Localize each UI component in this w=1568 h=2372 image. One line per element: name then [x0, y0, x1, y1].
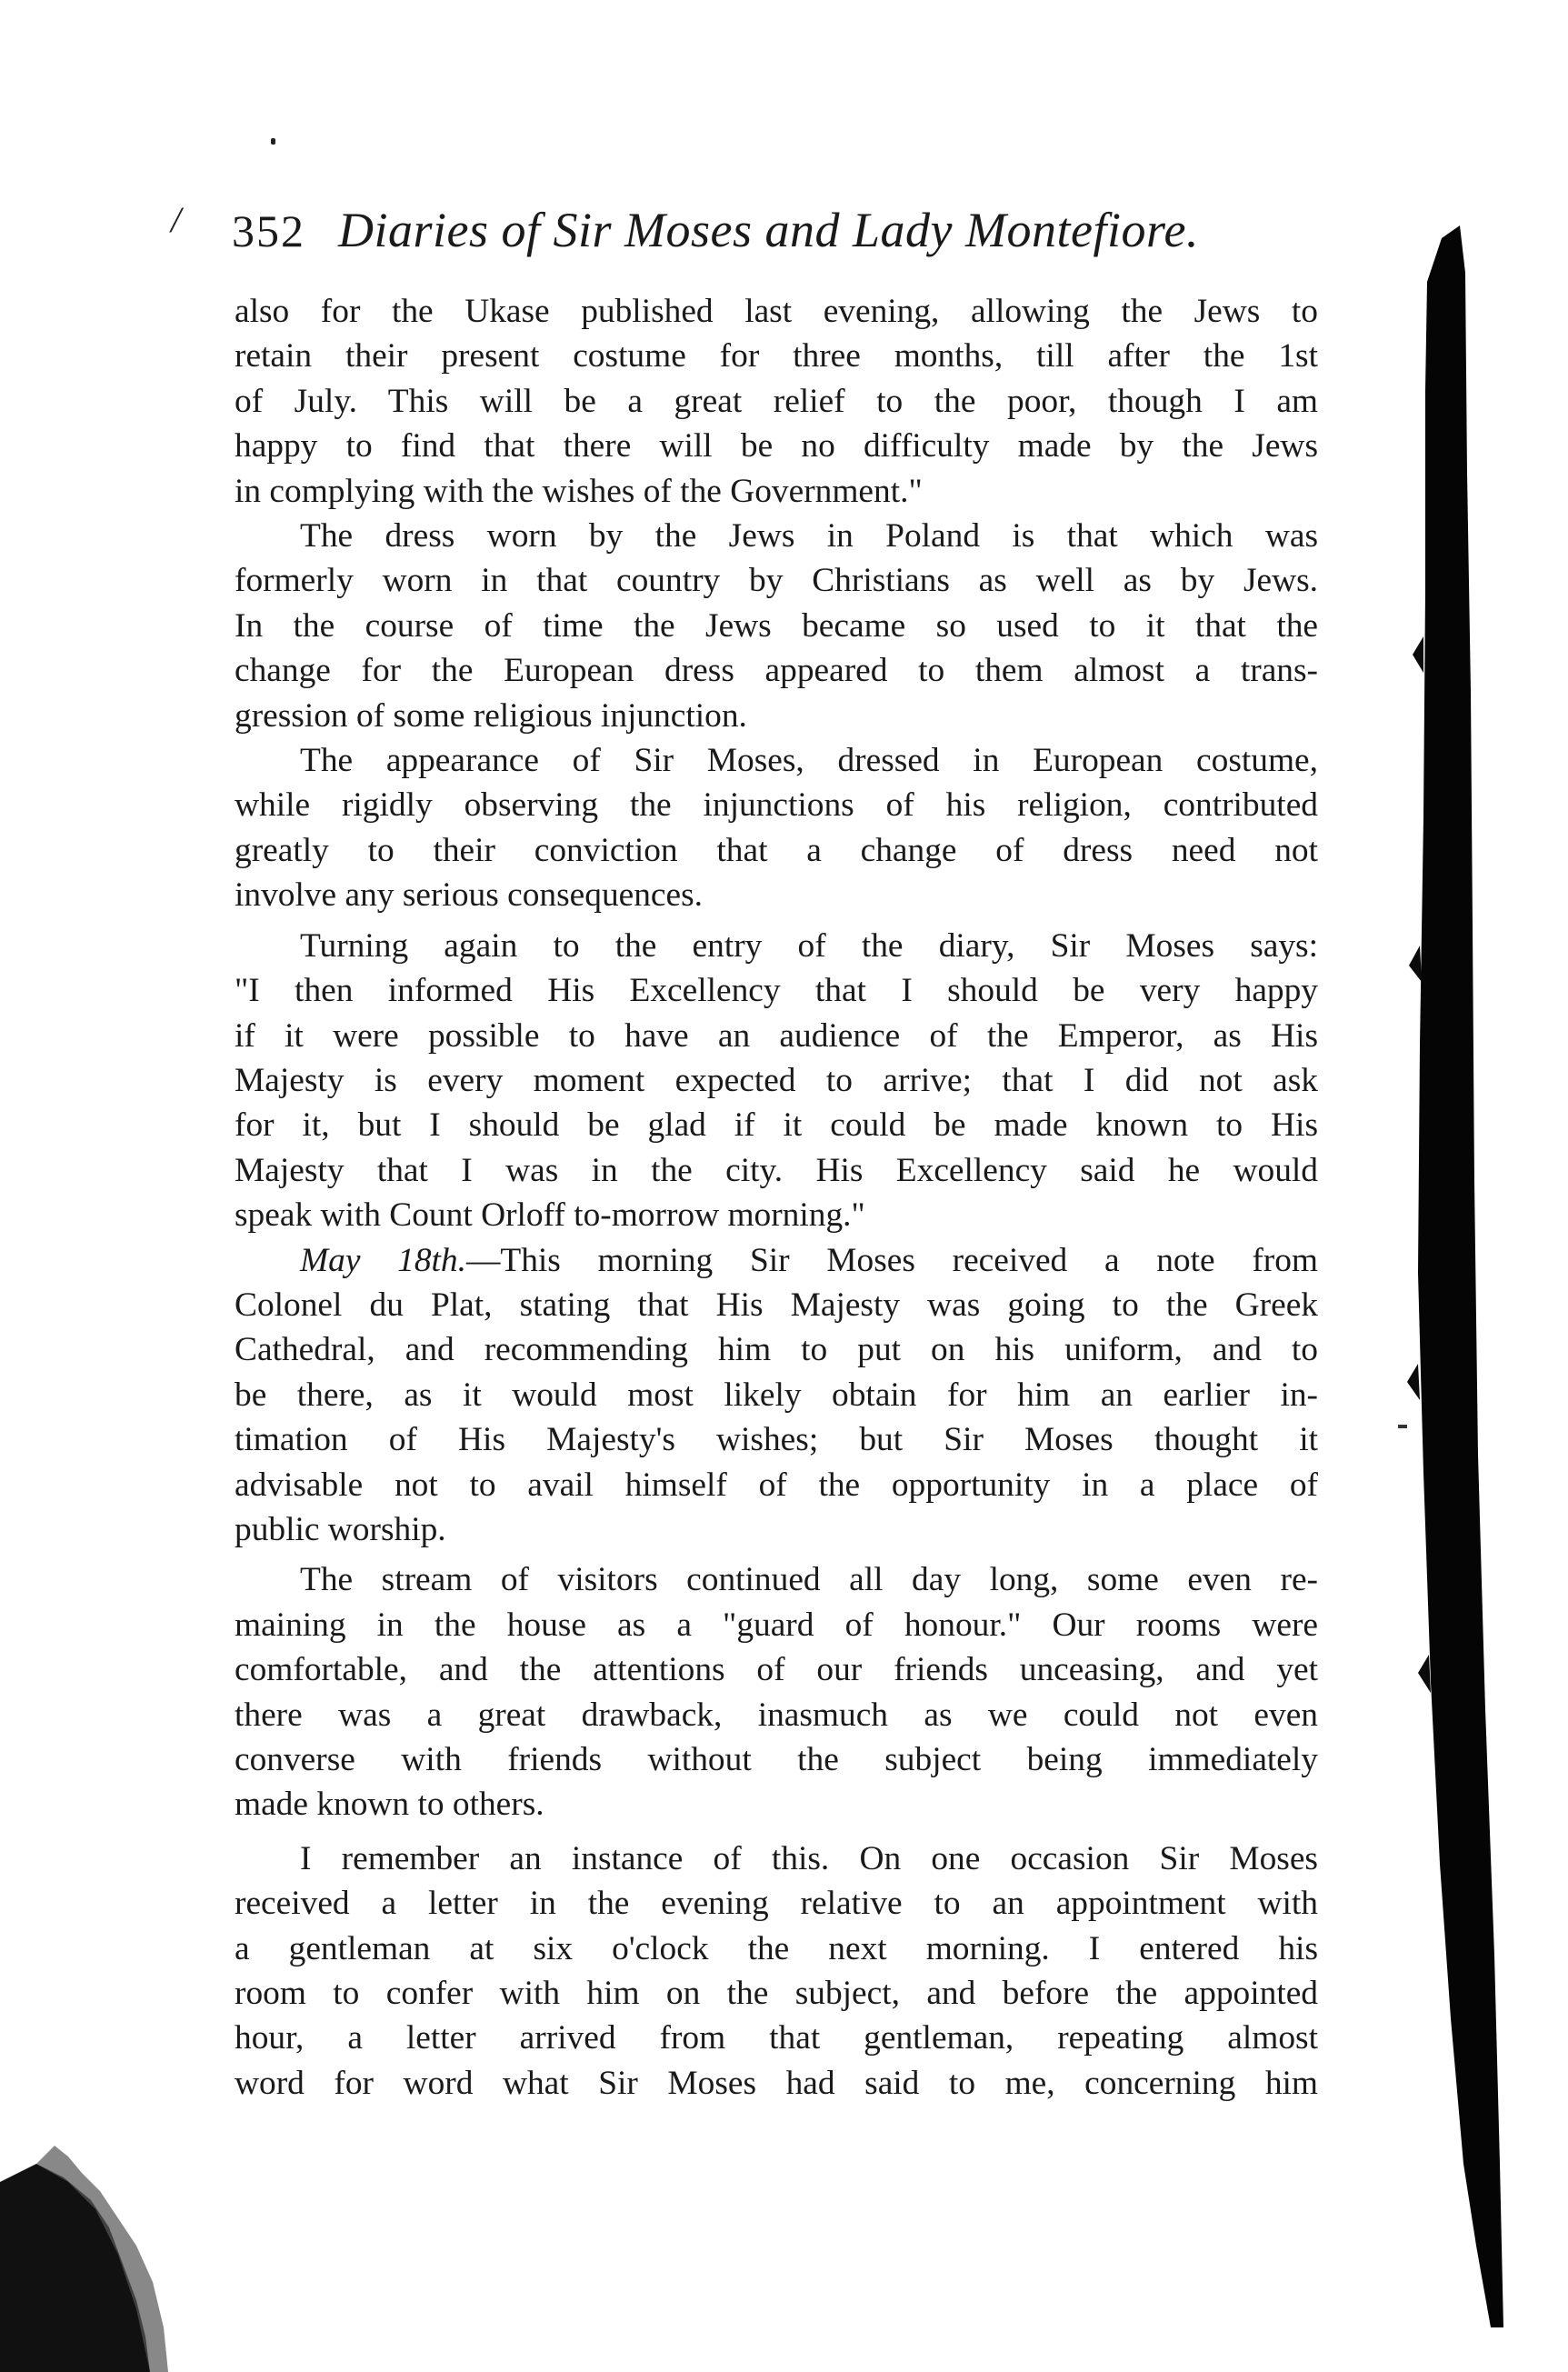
text-line: public worship.	[235, 1510, 446, 1548]
page-number: 352	[232, 205, 305, 256]
right-edge-jag	[1407, 636, 1431, 1693]
text-line: The stream of visitors continued all day long, some even re-	[300, 1561, 1318, 1599]
body-text	[235, 289, 1318, 2106]
text-line: formerly worn in that country by Christians as well as by Jews.	[235, 562, 1318, 600]
text-line: there was a great drawback, inasmuch as we could not even	[235, 1696, 1318, 1734]
margin-mark: /	[171, 199, 182, 240]
running-title: Diaries of Sir Moses and Lady Montefiore.	[338, 203, 1199, 257]
text-line: happy to find that there will be no difficulty made by the Jews	[235, 427, 1318, 465]
text-line: a gentleman at six o'clock the next morning. I entered his	[235, 1929, 1318, 1967]
text-line: Colonel du Plat, stating that His Majesty was going to the Greek	[235, 1286, 1318, 1324]
text-line: be there, as it would most likely obtain for him an earlier in-	[235, 1376, 1318, 1414]
text-line: if it were possible to have an audience of the Emperor, as His	[235, 1016, 1318, 1055]
text-line: Majesty that I was in the city. His Excellency said he would	[235, 1151, 1318, 1189]
right-edge-shadow	[1418, 225, 1503, 2327]
text-line: word for word what Sir Moses had said to me, concerning him	[235, 2064, 1318, 2102]
bottom-left-fringe	[36, 2146, 168, 2372]
text-line: The appearance of Sir Moses, dressed in European costume,	[300, 742, 1318, 780]
bottom-left-smudge	[0, 2164, 150, 2372]
text-line: timation of His Majesty's wishes; but Sir Moses thought it	[235, 1421, 1318, 1459]
text-line: advisable not to avail himself of the opportunity in a place of	[235, 1466, 1318, 1504]
text-line: "I then informed His Excellency that I should be very happy	[235, 972, 1318, 1010]
margin-tick	[1398, 1425, 1407, 1428]
text-line: in complying with the wishes of the Government."	[235, 472, 923, 510]
scan-speck	[271, 138, 275, 145]
text-line: change for the European dress appeared to them almost a trans-	[235, 652, 1318, 690]
text-line: The dress worn by the Jews in Poland is that which was	[300, 517, 1318, 555]
text-line: received a letter in the evening relative to an appointment with	[235, 1885, 1318, 1923]
text-line: maining in the house as a "guard of honour." Our rooms were	[235, 1606, 1318, 1644]
text-line: also for the Ukase published last evening, allowing the Jews to	[235, 293, 1318, 330]
text-line: of July. This will be a great relief to the poor, though I am	[235, 382, 1318, 420]
text-line: greatly to their conviction that a change of dress need not	[235, 831, 1318, 869]
text-line: retain their present costume for three months, till after the 1st	[235, 337, 1318, 375]
text-line: for it, but I should be glad if it could be made known to His	[235, 1106, 1318, 1145]
text-line: In the course of time the Jews became so used to it that the	[235, 606, 1318, 645]
text-line: while rigidly observing the injunctions of his religion, contributed	[235, 786, 1318, 825]
text-line: gression of some religious injunction.	[235, 696, 747, 735]
dateline: May 18th.	[300, 1241, 466, 1279]
page-header	[232, 202, 1250, 275]
text-line: involve any serious consequences.	[235, 876, 704, 915]
text-line	[235, 1238, 1318, 1283]
text-line: room to confer with him on the subject, and before the appointed	[235, 1975, 1318, 2013]
text-line: speak with Count Orloff to-morrow morning."	[235, 1196, 865, 1235]
text-line: I remember an instance of this. On one occasion Sir Moses	[300, 1839, 1318, 1877]
text-line: made known to others.	[235, 1786, 544, 1824]
text-line: converse with friends without the subject being immediately	[235, 1741, 1318, 1778]
text-line: Turning again to the entry of the diary, Sir Moses says:	[300, 926, 1318, 965]
text-fragment: —This morning Sir Moses received a note from	[465, 1241, 1318, 1279]
text-line: hour, a letter arrived from that gentleman, repeating almost	[235, 2019, 1318, 2057]
text-line: Majesty is every moment expected to arrive; that I did not ask	[235, 1061, 1318, 1099]
text-line: Cathedral, and recommending him to put on his uniform, and to	[235, 1331, 1318, 1369]
text-line: comfortable, and the attentions of our friends unceasing, and yet	[235, 1651, 1318, 1689]
